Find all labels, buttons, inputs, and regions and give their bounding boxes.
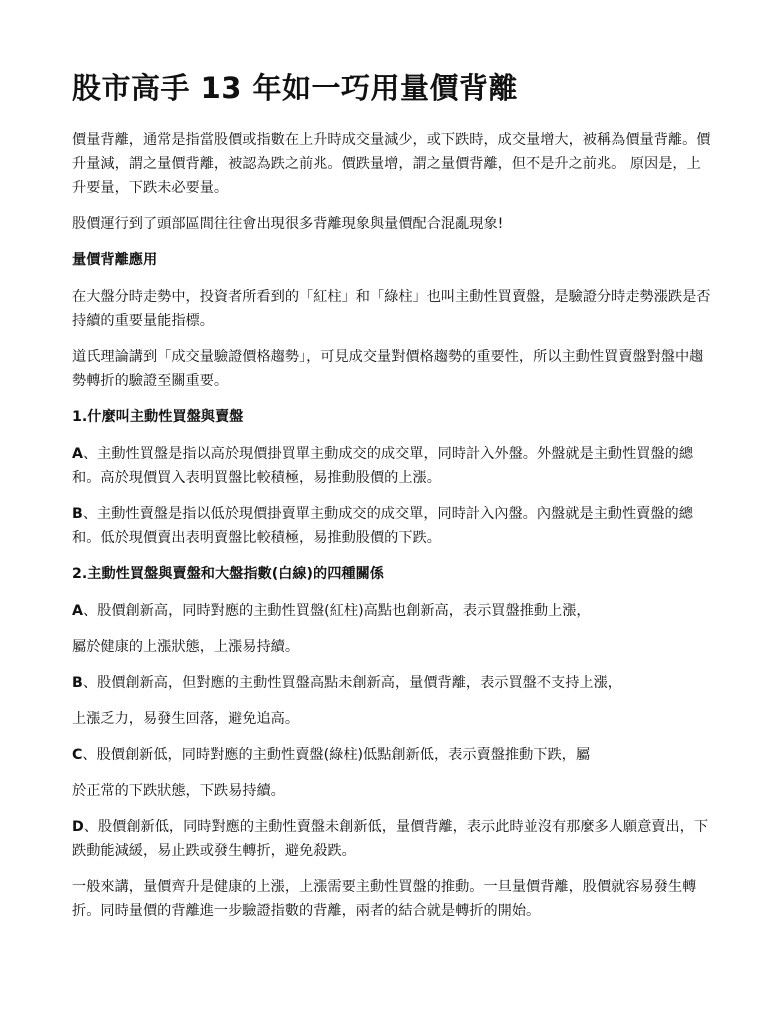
item-text: 、主動性買盤是指以高於現價掛買單主動成交的成交單，同時計入外盤。外盤就是主動性買盤的總和。高於現價買入表明買盤比較積極，易推動股價的上漲。 — [72, 446, 694, 486]
section-heading-1: 1.什麼叫主動性買盤與賣盤 — [72, 409, 244, 425]
item-text: 、股價創新高，同時對應的主動性買盤(紅柱)高點也創新高，表示買盤推動上漲， — [82, 603, 591, 619]
section2-item-c-line1 — [72, 743, 712, 767]
document-page — [72, 68, 712, 935]
section2-item-d — [72, 815, 712, 863]
item-text: 、股價創新低，同時對應的主動性賣盤(綠柱)低點創新低，表示賣盤推動下跌，屬 — [82, 747, 591, 763]
item-label: C — [72, 747, 83, 763]
intro-paragraph-1: 價量背離，通常是指當股價或指數在上升時成交量減少，或下跌時，成交量增大，被稱為價量背離。價升量減，謂之量價背離，被認為跌之前兆。價跌量增，謂之量價背離，但不是升之前兆。 原因是，上升要量，下跌未必要量。 — [72, 132, 711, 196]
document-title: 股市高手 13 年如一巧用量價背離 — [72, 71, 519, 105]
section2-item-b-line2: 上漲乏力，易發生回落，避免追高。 — [72, 711, 300, 727]
section-heading-application: 量價背離應用 — [72, 252, 158, 268]
section1-item-a — [72, 442, 712, 490]
item-label: B — [72, 506, 83, 522]
item-label: D — [72, 819, 84, 835]
section2-item-c-line2: 於正常的下跌狀態，下跌易持續。 — [72, 783, 285, 799]
item-text: 、股價創新低，同時對應的主動性賣盤未創新低，量價背離，表示此時並沒有那麼多人願意賣出，下跌動能減緩，易止跌或發生轉折，避免殺跌。 — [72, 819, 709, 859]
section2-item-a-line1 — [72, 599, 712, 623]
section2-item-a-line2: 屬於健康的上漲狀態，上漲易持續。 — [72, 639, 300, 655]
intro-paragraph-2: 股價運行到了頭部區間往往會出現很多背離現象與量價配合混亂現象! — [72, 216, 504, 232]
section-heading-2: 2.主動性買盤與賣盤和大盤指數(白線)的四種關係 — [72, 566, 384, 582]
application-paragraph-1: 在大盤分時走勢中，投資者所看到的「紅柱」和「綠柱」也叫主動性買賣盤，是驗證分時走勢漲跌是否持續的重要量能指標。 — [72, 289, 711, 329]
item-label: A — [72, 446, 83, 462]
application-paragraph-2: 道氏理論講到「成交量驗證價格趨勢」，可見成交量對價格趨勢的重要性，所以主動性買賣盤對盤中趨勢轉折的驗證至關重要。 — [72, 349, 704, 389]
item-label: B — [72, 675, 83, 691]
item-label: A — [72, 603, 83, 619]
section1-item-b — [72, 502, 712, 550]
item-text: 、主動性賣盤是指以低於現價掛賣單主動成交的成交單，同時計入內盤。內盤就是主動性賣盤的總和。低於現價賣出表明賣盤比較積極，易推動股價的下跌。 — [72, 506, 693, 546]
conclusion-paragraph: 一般來講，量價齊升是健康的上漲，上漲需要主動性買盤的推動。一旦量價背離，股價就容易發生轉折。同時量價的背離進一步驗證指數的背離，兩者的結合就是轉折的開始。 — [72, 879, 697, 919]
section2-item-b-line1 — [72, 671, 712, 695]
item-text: 、股價創新高，但對應的主動性買盤高點未創新高，量價背離，表示買盤不支持上漲， — [82, 675, 622, 691]
